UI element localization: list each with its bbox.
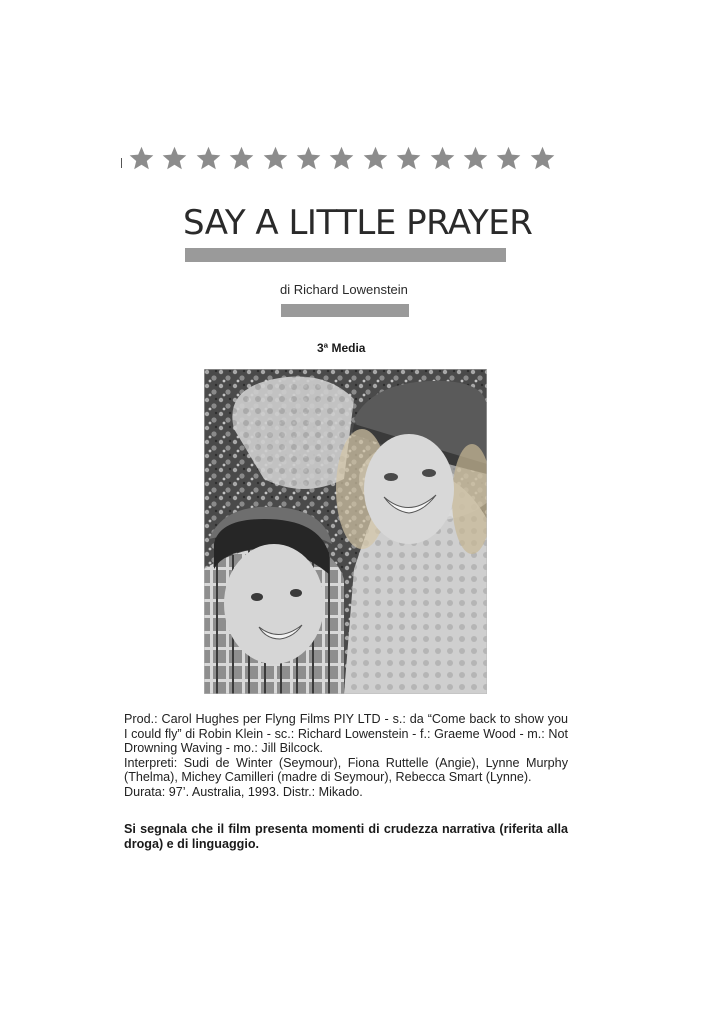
film-director: di Richard Lowenstein — [280, 282, 408, 297]
star-icon — [195, 145, 222, 172]
title-underline-bar — [185, 248, 506, 262]
school-level: 3ª Media — [317, 341, 366, 355]
film-still-photo — [204, 369, 487, 694]
film-details: Durata: 97’. Australia, 1993. Distr.: Mikado. — [124, 784, 363, 799]
star-icon — [128, 145, 155, 172]
rating-stars — [121, 140, 562, 176]
star-icon — [429, 145, 456, 172]
star-icon — [262, 145, 289, 172]
star-icon — [529, 145, 556, 172]
star-icon — [328, 145, 355, 172]
star-icon — [395, 145, 422, 172]
director-underline-bar — [281, 304, 409, 317]
star-icon — [228, 145, 255, 172]
star-icon — [495, 145, 522, 172]
star-icon — [462, 145, 489, 172]
star-icon — [161, 145, 188, 172]
film-credits — [124, 712, 568, 800]
film-title: SAY A LITTLE PRAYER — [183, 203, 533, 243]
cast-credits: Interpreti: Sudi de Winter (Seymour), Fiona Ruttelle (Angie), Lynne Murphy (Thelma), Michey Camilleri (madre di Seymour), Rebecca Smart (Lynne). — [124, 755, 568, 785]
margin-tick — [121, 158, 122, 168]
star-icon — [295, 145, 322, 172]
content-warning: Si segnala che il film presenta momenti di crudezza narrativa (riferita alla droga) e di linguaggio. — [124, 822, 568, 851]
production-credits: Prod.: Carol Hughes per Flyng Films PIY LTD - s.: da “Come back to show you I could fly” di Robin Klein - sc.: Richard Lowenstein - f.: Graeme Wood - m.: Not Drowning Waving - mo.: Jill Bilcock. — [124, 712, 568, 756]
star-icon — [362, 145, 389, 172]
